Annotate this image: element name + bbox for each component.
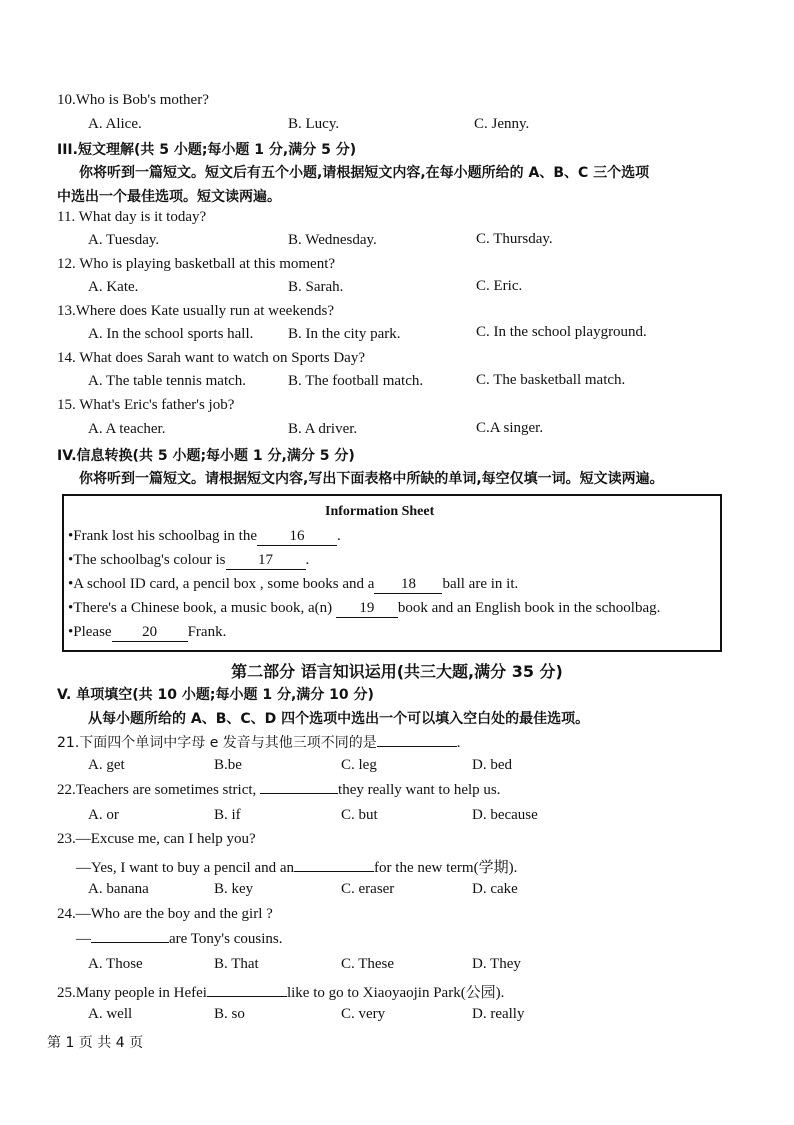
blank-19: 19: [336, 601, 398, 618]
info-row-20: [68, 624, 226, 642]
blank-23[interactable]: [294, 871, 374, 872]
question-22: [57, 782, 501, 799]
blank-22[interactable]: [260, 793, 338, 794]
q12-option-a: A. Kate.: [88, 279, 139, 295]
q10-option-a: A. Alice.: [88, 116, 142, 132]
question-23-response: [76, 856, 517, 877]
q25-option-a: A. well: [88, 1006, 133, 1022]
q15-option-b: B. A driver.: [288, 421, 358, 437]
section-4-title: IV.信息转换(共 5 小题;每小题 1 分,满分 5 分): [57, 448, 355, 464]
blank-17: 17: [226, 553, 306, 570]
q25-option-d: D. really: [472, 1006, 525, 1022]
question-25-end: like to go to Xiaoyaojin Park(公园).: [286, 985, 505, 1001]
question-24-response: [76, 931, 282, 948]
q22-option-c: C. but: [341, 807, 378, 823]
section-3-instruction-1: 你将听到一篇短文。短文后有五个小题,请根据短文内容,在每小题所给的 A、B、C 三个选项: [79, 165, 650, 181]
q15-option-a: A. A teacher.: [88, 421, 166, 437]
page-footer: 第 1 页 共 4 页: [47, 1035, 144, 1051]
question-15: 15. What's Eric's father's job?: [57, 397, 235, 413]
q11-option-a: A. Tuesday.: [88, 232, 160, 248]
part-2-title: 第二部分 语言知识运用(共三大题,满分 35 分): [231, 662, 563, 681]
q14-option-b: B. The football match.: [288, 373, 424, 389]
q21-option-c: C. leg: [341, 757, 377, 773]
blank-18: 18: [374, 577, 442, 594]
question-21-end: .: [456, 735, 461, 751]
info-row-18-end: ball are in it.: [442, 576, 519, 592]
q15-option-c: C.A singer.: [476, 420, 544, 436]
section-5-instruction: 从每小题所给的 A、B、C、D 四个选项中选出一个可以填入空白处的最佳选项。: [88, 711, 590, 727]
info-row-19-text: •There's a Chinese book, a music book, a(n): [68, 600, 333, 616]
section-3-instruction-2: 中选出一个最佳选项。短文读两遍。: [57, 189, 281, 205]
q23-option-d: D. cake: [472, 881, 518, 897]
information-sheet-heading: Information Sheet: [325, 504, 435, 519]
info-row-20-text: •Please: [68, 624, 112, 640]
question-23-end: for the new term(学期).: [374, 860, 518, 876]
question-12: 12. Who is playing basketball at this moment?: [57, 256, 336, 272]
question-22-end: they really want to help us.: [338, 782, 501, 798]
question-24: 24.—Who are the boy and the girl ?: [57, 906, 273, 922]
question-23-text: —Yes, I want to buy a pencil and an: [76, 860, 295, 876]
q24-option-d: D. They: [472, 956, 521, 972]
question-24-text: —: [76, 931, 91, 947]
question-14: 14. What does Sarah want to watch on Sports Day?: [57, 350, 365, 366]
q23-option-a: A. banana: [88, 881, 149, 897]
question-22-text: 22.Teachers are sometimes strict,: [57, 782, 257, 798]
q22-option-d: D. because: [472, 807, 538, 823]
q10-option-c: C. Jenny.: [474, 116, 530, 132]
q21-option-b: B.be: [214, 757, 242, 773]
blank-20: 20: [112, 625, 188, 642]
info-row-16: [68, 528, 341, 546]
question-10: 10.Who is Bob's mother?: [57, 92, 209, 108]
q14-option-c: C. The basketball match.: [476, 372, 626, 388]
info-row-17: [68, 552, 309, 570]
q24-option-a: A. Those: [88, 956, 143, 972]
info-row-17-end: .: [305, 552, 310, 568]
blank-24[interactable]: [91, 942, 169, 943]
info-row-20-end: Frank.: [187, 624, 227, 640]
q12-option-b: B. Sarah.: [288, 279, 344, 295]
q23-option-c: C. eraser: [341, 881, 395, 897]
question-11: 11. What day is it today?: [57, 209, 207, 225]
question-25-text: 25.Many people in Hefei: [57, 985, 207, 1001]
q25-option-b: B. so: [214, 1006, 245, 1022]
question-13: 13.Where does Kate usually run at weekends?: [57, 303, 334, 319]
q21-option-d: D. bed: [472, 757, 512, 773]
question-23: 23.—Excuse me, can I help you?: [57, 831, 256, 847]
q14-option-a: A. The table tennis match.: [88, 373, 247, 389]
q25-option-c: C. very: [341, 1006, 386, 1022]
section-4-instruction: 你将听到一篇短文。请根据短文内容,写出下面表格中所缺的单词,每空仅填一词。短文读两遍。: [79, 471, 664, 487]
info-row-16-text: •Frank lost his schoolbag in the: [68, 528, 257, 544]
q24-option-c: C. These: [341, 956, 395, 972]
info-row-18-text: •A school ID card, a pencil box , some books and a: [68, 576, 375, 592]
q13-option-b: B. In the city park.: [288, 326, 401, 342]
question-24-end: are Tony's cousins.: [169, 931, 283, 947]
q12-option-c: C. Eric.: [476, 278, 523, 294]
info-row-16-end: .: [337, 528, 341, 544]
blank-21[interactable]: [377, 746, 457, 747]
q24-option-b: B. That: [214, 956, 259, 972]
info-row-18: [68, 576, 518, 594]
q13-option-c: C. In the school playground.: [476, 324, 647, 340]
info-row-19: [68, 600, 660, 618]
q22-option-b: B. if: [214, 807, 241, 823]
q13-option-a: A. In the school sports hall.: [88, 326, 254, 342]
info-row-17-text: •The schoolbag's colour is: [68, 552, 226, 568]
section-3-title: III.短文理解(共 5 小题;每小题 1 分,满分 5 分): [57, 142, 357, 158]
question-21-text: 21.下面四个单词中字母 e 发音与其他三项不同的是: [57, 735, 377, 751]
info-row-19-end: book and an English book in the schoolbag.: [397, 600, 661, 616]
question-21: [57, 732, 461, 752]
q11-option-b: B. Wednesday.: [288, 232, 377, 248]
q11-option-c: C. Thursday.: [476, 231, 553, 247]
blank-16: 16: [257, 529, 337, 546]
section-5-title: V. 单项填空(共 10 小题;每小题 1 分,满分 10 分): [57, 687, 374, 703]
q21-option-a: A. get: [88, 757, 125, 773]
q22-option-a: A. or: [88, 807, 119, 823]
blank-25[interactable]: [207, 996, 287, 997]
question-25: [57, 981, 504, 1002]
q23-option-b: B. key: [214, 881, 254, 897]
q10-option-b: B. Lucy.: [288, 116, 340, 132]
